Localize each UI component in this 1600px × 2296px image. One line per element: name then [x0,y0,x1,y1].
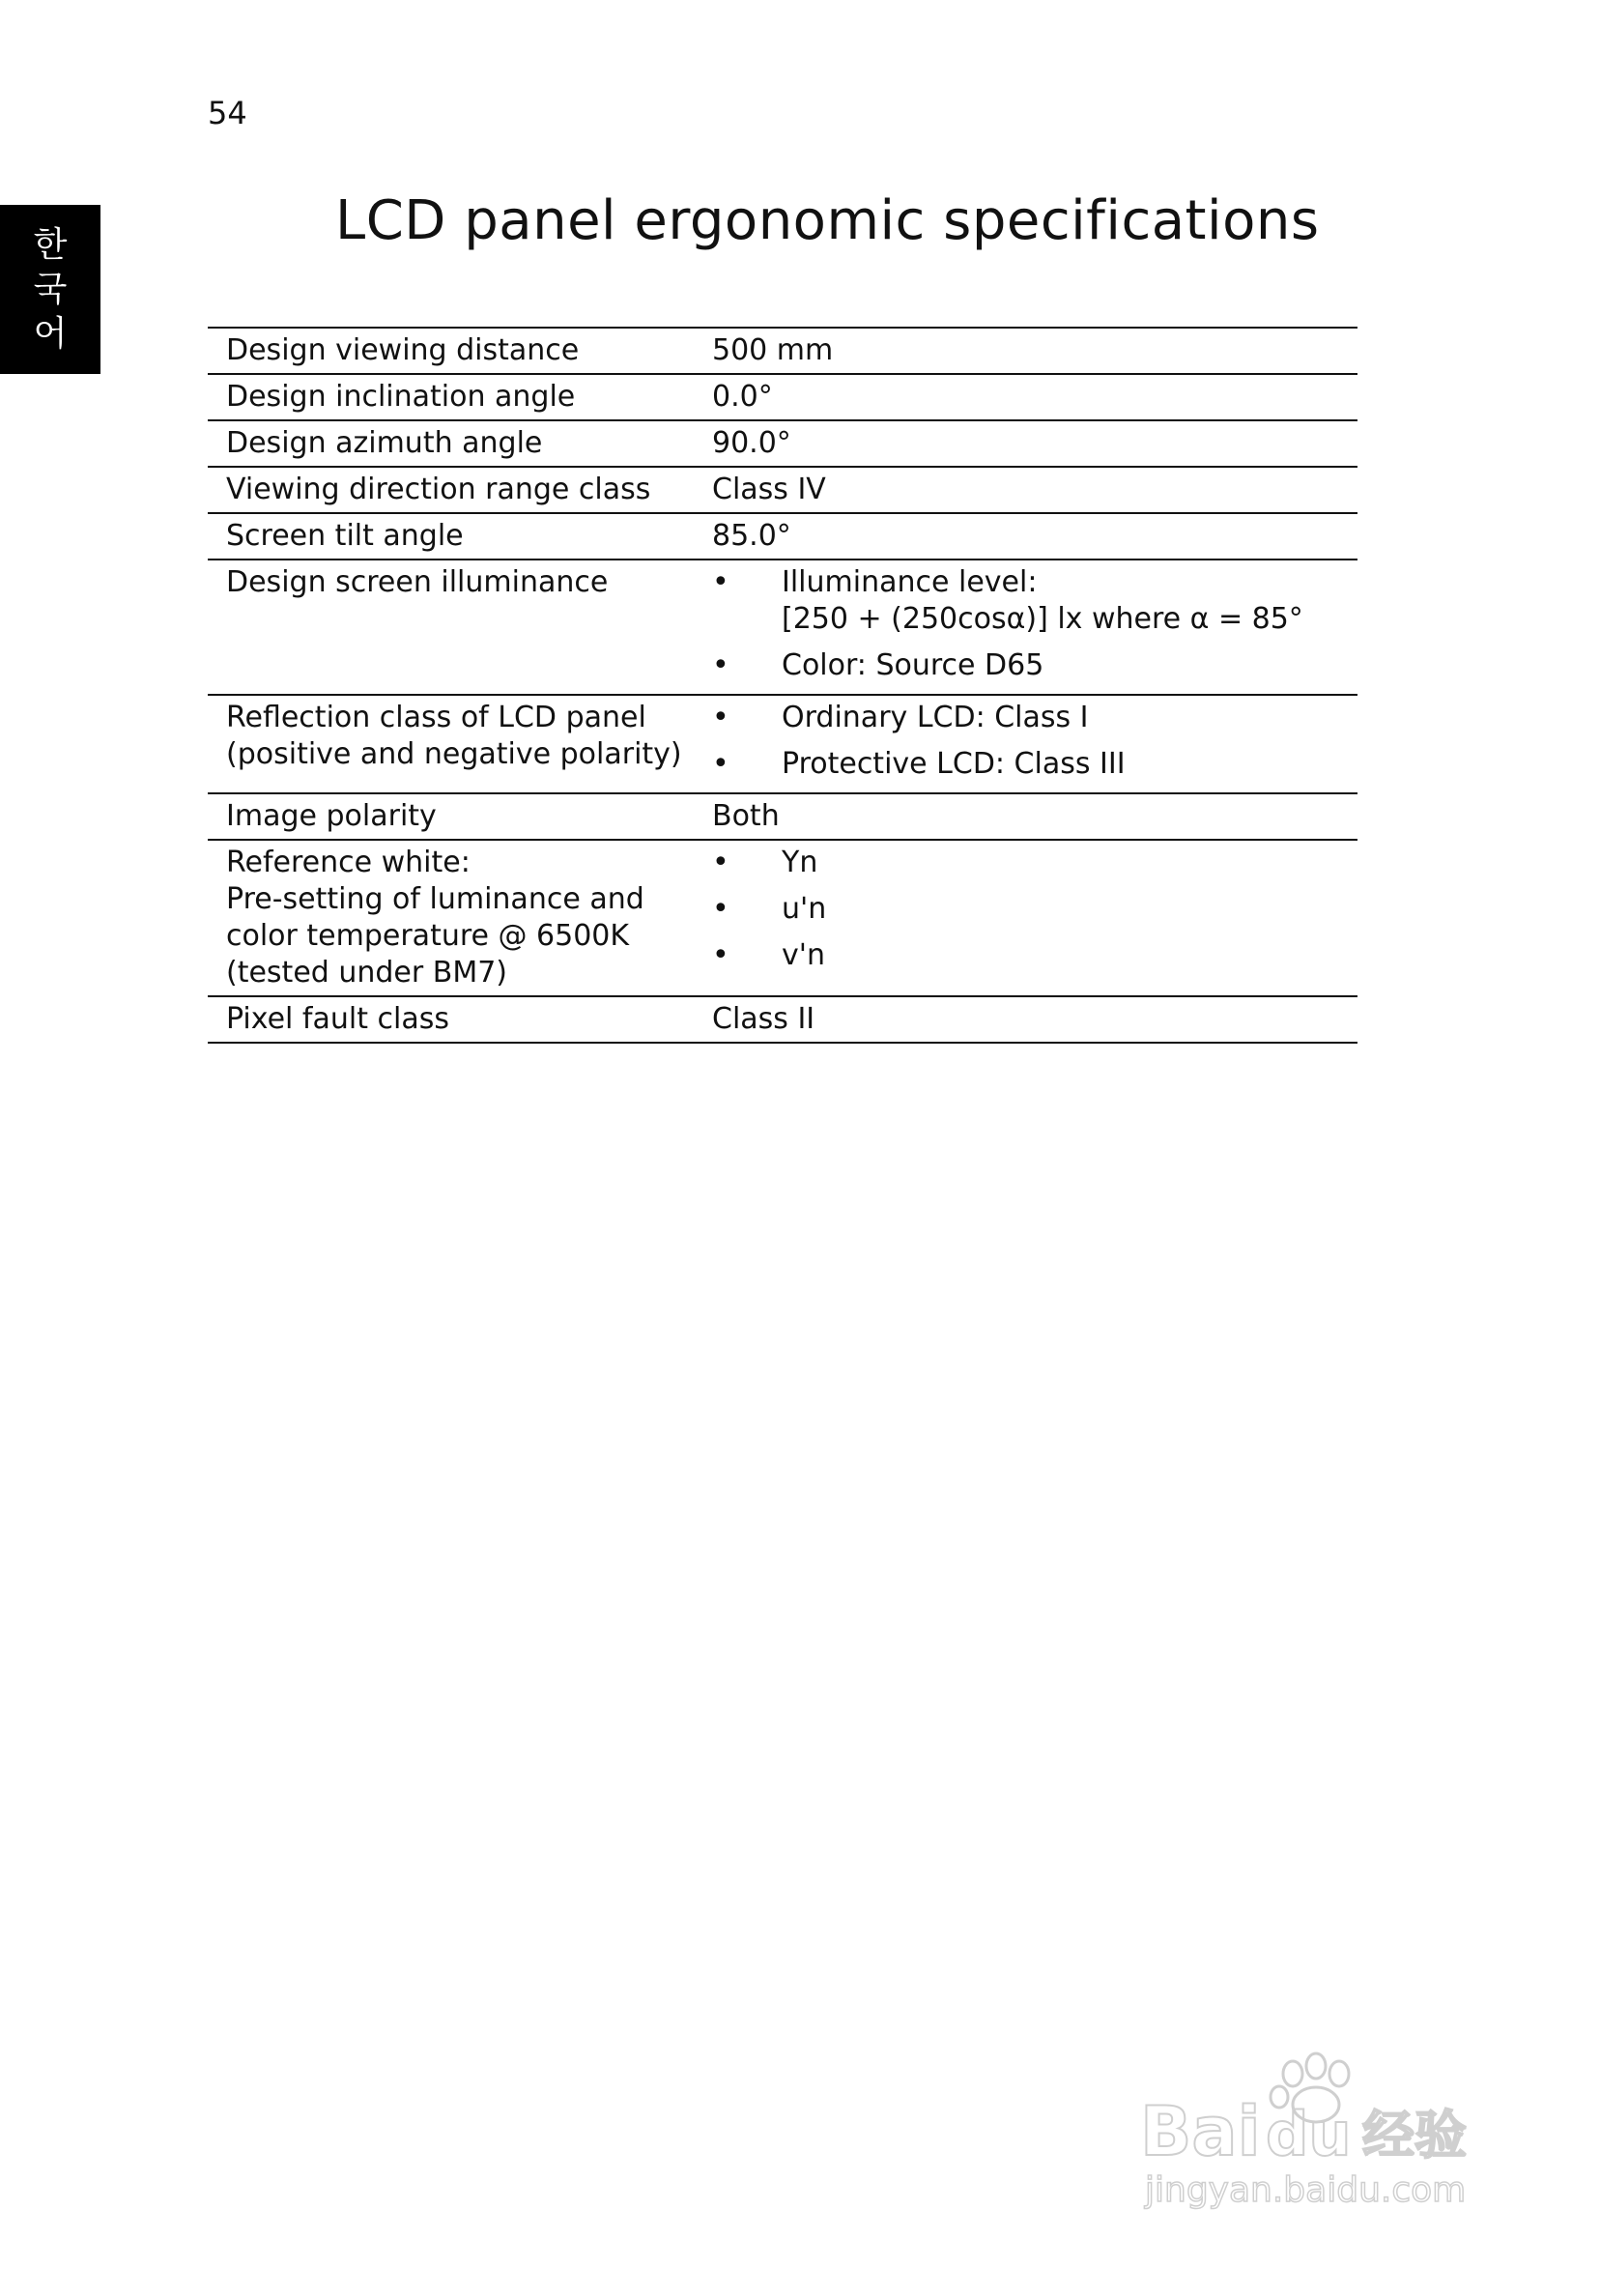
spec-label-cell [208,420,693,467]
spec-row [208,374,1357,420]
bullet-text: Yn [782,846,818,879]
spec-label: (tested under BM7) [226,956,508,990]
bullet-icon: • [712,648,729,682]
spec-row [208,560,1357,695]
spec-value-cell [693,695,1357,793]
spec-label: Image polarity [226,799,437,833]
spec-label: Design screen illuminance [226,565,609,599]
svg-text:du: du [1266,2099,1352,2169]
spec-row [208,793,1357,840]
language-tab [0,205,100,374]
baidu-watermark-logo [1130,2049,1536,2213]
spec-value-cell [693,420,1357,467]
spec-label-cell [208,513,693,560]
spec-value-cell [693,996,1357,1043]
spec-label: Viewing direction range class [226,473,651,506]
bullet-text: Protective LCD: Class III [782,747,1126,781]
bullet-text: Illuminance level: [782,565,1038,599]
bullet-text: v'n [782,938,826,972]
spec-label-cell [208,467,693,513]
spec-value: 500 mm [712,333,834,367]
bullet-icon: • [712,846,729,879]
spec-row [208,513,1357,560]
svg-text:jingyan.baidu.com: jingyan.baidu.com [1145,2170,1467,2210]
spec-label: Design viewing distance [226,333,580,367]
bullet-item [712,564,1348,638]
bullet-item [712,845,1348,881]
language-tab-char: 어 [33,313,68,354]
language-tab-char: 한 [33,224,68,265]
bullet-list [712,564,1348,684]
bullet-text: Color: Source D65 [782,648,1044,682]
spec-value-cell [693,513,1357,560]
spec-label: Reflection class of LCD panel [226,701,646,734]
bullet-icon: • [712,938,729,972]
bullet-icon: • [712,565,729,599]
spec-value: 85.0° [712,519,791,553]
svg-text:Bai: Bai [1140,2092,1261,2171]
bullet-text: [250 + (250cosα)] lx where α = 85° [782,602,1303,636]
bullet-item [712,891,1348,928]
spec-value: Both [712,799,780,833]
spec-value-cell [693,374,1357,420]
page-title: LCD panel ergonomic specifications [335,189,1320,252]
spec-label-cell [208,328,693,374]
bullet-item [712,700,1348,736]
spec-value: 90.0° [712,426,791,460]
spec-label: Design inclination angle [226,380,576,414]
spec-value-cell [693,328,1357,374]
spec-row [208,695,1357,793]
bullet-item [712,746,1348,783]
spec-label: Screen tilt angle [226,519,464,553]
spec-row [208,420,1357,467]
bullet-text: Ordinary LCD: Class I [782,701,1089,734]
bullet-list [712,700,1348,783]
spec-label-cell [208,793,693,840]
spec-label: Design azimuth angle [226,426,543,460]
spec-value-cell [693,560,1357,695]
svg-text:经验: 经验 [1362,2105,1467,2166]
spec-label: (positive and negative polarity) [226,737,682,771]
spec-label-cell [208,996,693,1043]
spec-label-cell [208,374,693,420]
spec-value-cell [693,467,1357,513]
bullet-text: u'n [782,892,827,926]
bullet-icon: • [712,701,729,734]
spec-value: Class IV [712,473,826,506]
spec-value-cell [693,840,1357,996]
spec-row [208,328,1357,374]
spec-row [208,467,1357,513]
bullet-item [712,937,1348,974]
spec-value: 0.0° [712,380,773,414]
bullet-icon: • [712,892,729,926]
page-number: 54 [208,95,247,131]
bullet-list [712,845,1348,974]
spec-row [208,996,1357,1043]
spec-label-cell [208,560,693,695]
bullet-item [712,647,1348,684]
spec-label: Reference white: [226,846,471,879]
spec-label: Pre-setting of luminance and [226,882,644,916]
spec-value-cell [693,793,1357,840]
spec-label-cell [208,840,693,996]
spec-label-cell [208,695,693,793]
bullet-icon: • [712,747,729,781]
spec-value: Class II [712,1002,815,1036]
spec-label: color temperature @ 6500K [226,919,630,953]
spec-table [208,327,1357,1044]
language-tab-char: 국 [33,269,68,309]
spec-row [208,840,1357,996]
spec-label: Pixel fault class [226,1002,449,1036]
